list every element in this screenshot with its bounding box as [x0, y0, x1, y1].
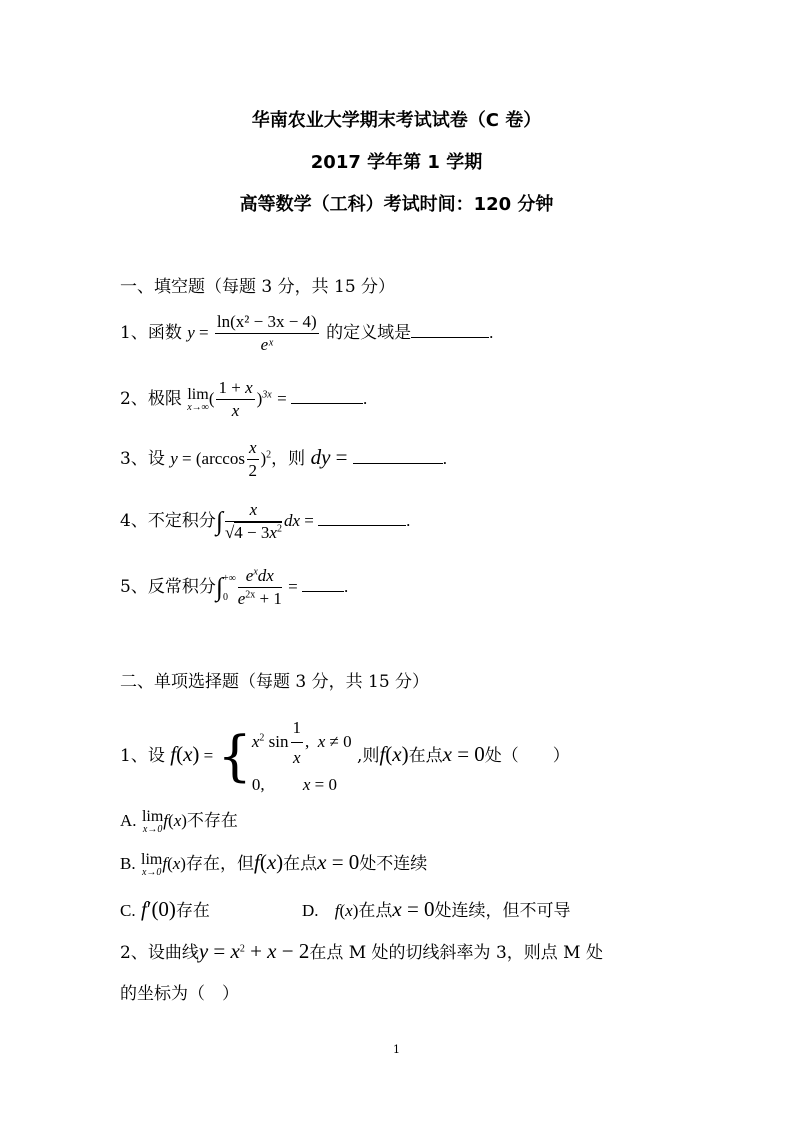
q4-prefix: 4、不定积分: [120, 511, 216, 531]
choice-question-2: 2、设曲线$y = x^2 + x - 2$在点 M 处的切线斜率为 3，则点 M 处: [120, 939, 603, 963]
option-c-text: 存在: [175, 901, 210, 921]
option-b-text-3: 处不连续: [359, 854, 428, 874]
fill-question-5: 5、反常积分∫ +∞ 0 $\frac{e^xdx}{e^{2x} + 1}$ = .: [120, 566, 349, 608]
answer-blank-5[interactable]: [302, 577, 344, 592]
option-d-text-1: 在点: [358, 901, 393, 921]
cq1-prefix: 1、设: [120, 745, 165, 766]
section1-heading: 一、填空题（每题 3 分，共 15 分）: [120, 277, 396, 297]
cq1-end: 处（ ）: [484, 745, 570, 766]
fill-question-3: 3、设 y = (arccos $\frac{x}{2}$ )$^2$，则 dy = .: [120, 438, 447, 480]
limit-operator: lim x→∞: [187, 385, 209, 413]
option-d-text-2: 处连续，但不可导: [434, 901, 571, 921]
page-number: 1: [393, 1043, 400, 1056]
option-a[interactable]: A. lim x→0 f(x)不存在: [120, 807, 238, 835]
answer-blank-3[interactable]: [353, 449, 443, 464]
fill-question-1: 1、函数 y = $\frac{\text{ln(x² − 3x − 4)}}{\text{eˣ}}$ 的定义域是 .: [120, 312, 494, 354]
q1-suffix: 的定义域是: [326, 323, 412, 343]
option-a-label: A.: [120, 811, 137, 830]
exam-term: 2017 学年第 1 学期: [310, 152, 483, 173]
answer-blank-1[interactable]: [411, 323, 489, 338]
q1-prefix: 1、函数: [120, 323, 182, 343]
option-b-text-2: 在点: [283, 854, 318, 874]
piecewise-cases: $x^2$ sin $\frac{1}{x}$ , x ≠ 0 0, x = 0: [252, 714, 352, 799]
cq1-at: 在点: [408, 745, 443, 766]
option-b-text-1: 存在，但: [185, 854, 254, 874]
cq1-then: ,则: [357, 745, 380, 766]
piecewise-brace: {: [217, 724, 252, 788]
option-d[interactable]: D. f(x)在点x = 0处连续，但不可导: [302, 897, 571, 921]
q1-numerator: ln(x² − 3x − 4): [215, 312, 319, 334]
q3-mid: ，则: [271, 449, 306, 469]
choice-question-1: 1、设 f(x) = { $x^2$ sin $\frac{1}{x}$ , x ≠ 0 0, x = 0 ,则f(x)在点x = 0处（ ）: [120, 714, 570, 799]
q2-prefix: 2、极限: [120, 389, 182, 409]
q1-fraction: [215, 312, 319, 355]
section2-heading: 二、单项选择题（每题 3 分，共 15 分）: [120, 672, 430, 692]
option-c[interactable]: C. f′(0)存在: [120, 897, 210, 921]
q3-prefix: 3、设: [120, 449, 165, 469]
option-b[interactable]: B. lim x→0 f(x)存在，但f(x)在点x = 0处不连续: [120, 850, 428, 878]
fill-question-2: 2、极限 lim x→∞ ( $\frac{1 + x}{x}$ )$^{3x}$ = .: [120, 378, 368, 420]
option-c-label: C.: [120, 901, 136, 920]
q5-prefix: 5、反常积分: [120, 577, 216, 597]
option-d-label: D.: [302, 901, 319, 920]
option-b-label: B.: [120, 854, 136, 873]
option-a-text: 不存在: [186, 811, 238, 831]
exam-subject: 高等数学（工科）考试时间：120 分钟: [239, 194, 554, 215]
cq2-text-2: 在点 M 处的切线斜率为 3，则点 M 处: [309, 943, 603, 963]
cq2-text-1: 2、设曲线: [120, 943, 199, 963]
fill-question-4: 4、不定积分∫ $\frac{x}{√4 - 3x^2}$ dx = .: [120, 500, 411, 542]
q1-denominator: eˣ: [260, 335, 273, 354]
choice-question-2-line2: 的坐标为（ ）: [120, 984, 239, 1004]
answer-blank-4[interactable]: [318, 511, 406, 526]
answer-blank-2[interactable]: [291, 389, 363, 404]
exam-title: 华南农业大学期末考试试卷（C 卷）: [251, 110, 542, 131]
